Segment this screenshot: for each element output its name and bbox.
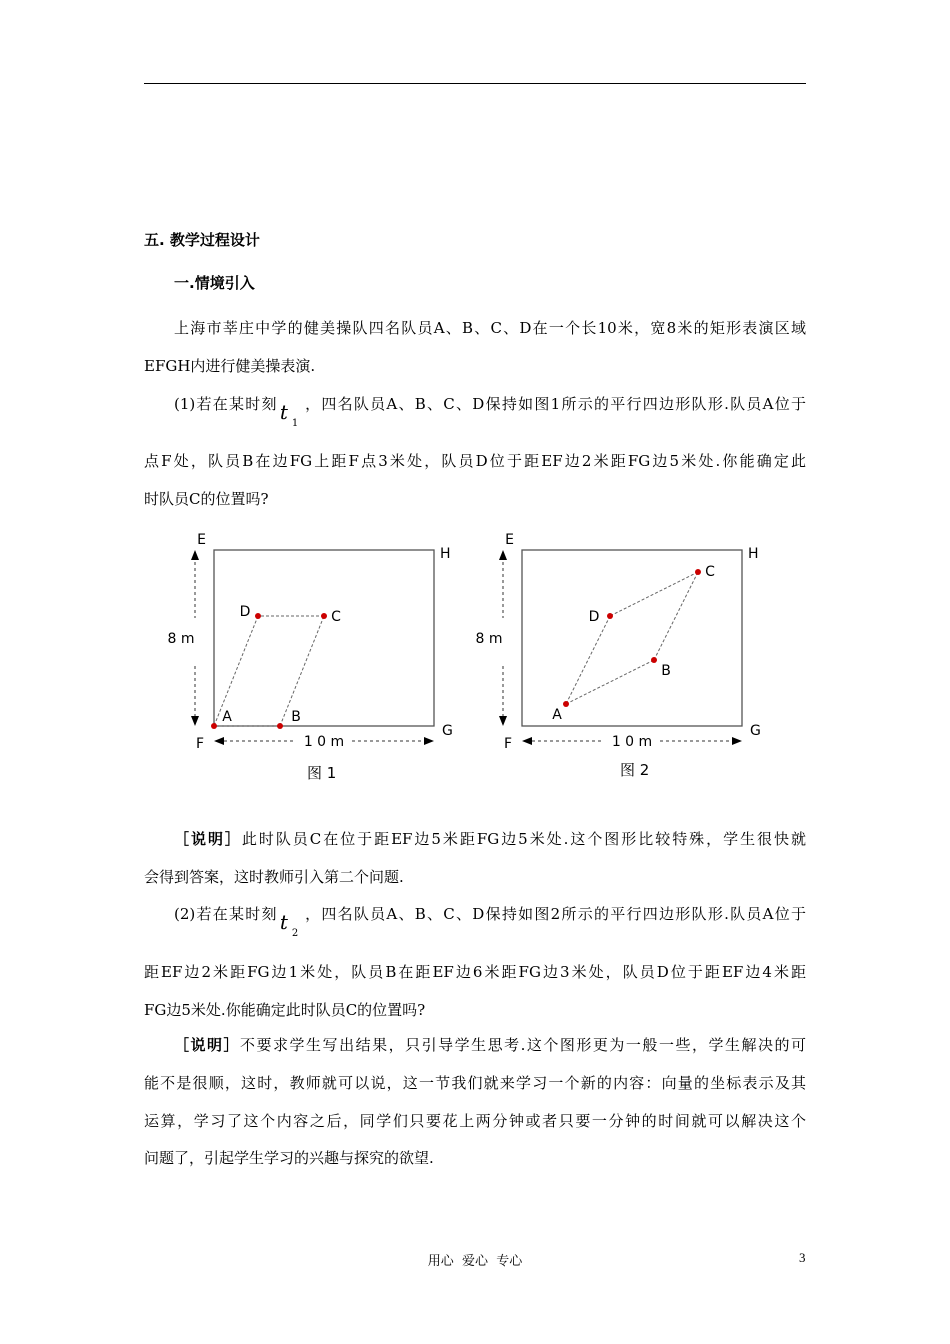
team-member-point-b	[277, 723, 283, 729]
team-member-label-b: B	[661, 663, 671, 679]
corner-label-h: H	[440, 546, 451, 562]
parallelogram-edge-ab	[566, 660, 654, 704]
figure-1	[167, 528, 480, 790]
figure-2	[475, 528, 788, 790]
parallelogram-edge-bc	[654, 572, 698, 660]
team-member-label-c: C	[331, 609, 341, 625]
team-member-label-c: C	[705, 564, 715, 580]
parallelogram-edge-da	[566, 616, 610, 704]
section-heading: 五. 教学过程设计	[144, 231, 260, 249]
corner-label-e: E	[505, 532, 514, 548]
team-member-point-d	[255, 613, 261, 619]
note-2-tag: ［说明］	[174, 1036, 241, 1054]
corner-label-f: F	[503, 736, 512, 752]
note-2-line-1	[174, 1035, 806, 1055]
corner-label-e: E	[197, 532, 206, 548]
time-variable-t1: t 1	[279, 400, 299, 429]
corner-label-g: G	[442, 723, 453, 739]
figure-1-diagram	[167, 528, 480, 790]
question-2-prefix: (2)若在某时刻	[174, 905, 278, 923]
height-arrow-up-icon	[499, 550, 507, 560]
team-member-point-d	[607, 613, 613, 619]
time-variable-t2: t 2	[279, 910, 299, 939]
parallelogram-edge-cd	[610, 572, 698, 616]
team-member-label-d: D	[588, 609, 600, 625]
note-1-tag: ［说明］	[174, 830, 242, 848]
width-arrow-left-icon	[522, 737, 532, 745]
team-member-point-a	[563, 701, 569, 707]
header-rule	[144, 83, 806, 84]
performance-area-rect	[214, 550, 434, 726]
note-2-line-2: 能不是很顺，这时，教师就可以说，这一节我们就来学习一个新的内容：向量的坐标表示及其	[144, 1074, 806, 1092]
footer-text: 用心 爱心 专心	[427, 1254, 523, 1269]
figure-2-caption: 图 2	[620, 761, 650, 779]
height-arrow-down-icon	[499, 716, 507, 726]
question-2-line-3: FG边5米处.你能确定此时队员C的位置吗?	[144, 1001, 426, 1019]
intro-line-1: 上海市莘庄中学的健美操队四名队员A、B、C、D在一个长10米，宽8米的矩形表演区域	[174, 319, 806, 337]
question-2-suffix: ，四名队员A、B、C、D保持如图2所示的平行四边形队形.队员A位于	[303, 905, 806, 923]
team-member-point-a	[211, 723, 217, 729]
height-dimension-label: 8 m	[167, 631, 195, 647]
page-number: 3	[799, 1250, 806, 1265]
question-1-line-1	[174, 394, 806, 429]
team-member-label-b: B	[291, 709, 301, 725]
question-1-prefix: (1)若在某时刻	[174, 395, 278, 413]
height-arrow-down-icon	[191, 716, 199, 726]
width-arrow-right-icon	[732, 737, 742, 745]
intro-line-2: EFGH内进行健美操表演.	[144, 357, 316, 375]
parallelogram-edge-bc	[280, 616, 324, 726]
note-1-line-1	[174, 829, 806, 849]
note-1-line-2: 会得到答案，这时教师引入第二个问题.	[144, 868, 404, 886]
corner-label-f: F	[195, 736, 204, 752]
figure-2-diagram	[475, 528, 788, 790]
question-1-suffix: ，四名队员A、B、C、D保持如图1所示的平行四边形队形.队员A位于	[303, 395, 806, 413]
parallelogram-edge-da	[214, 616, 258, 726]
note-1-text: 此时队员C在位于距EF边5米距FG边5米处.这个图形比较特殊，学生很快就	[241, 830, 806, 848]
team-member-point-b	[651, 657, 657, 663]
note-2-text: 不要求学生写出结果，只引导学生思考.这个图形更为一般一些，学生解决的可	[240, 1036, 806, 1054]
width-dimension-label: 1 0 m	[303, 734, 345, 750]
question-2-line-1	[174, 904, 806, 939]
team-member-point-c	[321, 613, 327, 619]
question-1-line-3: 时队员C的位置吗?	[144, 490, 269, 508]
height-arrow-up-icon	[191, 550, 199, 560]
corner-label-g: G	[750, 723, 761, 739]
sub-heading: 一.情境引入	[174, 274, 255, 292]
team-member-label-a: A	[552, 707, 562, 723]
note-2-line-4: 问题了，引起学生学习的兴趣与探究的欲望.	[144, 1149, 434, 1167]
question-2-line-2: 距EF边2米距FG边1米处，队员B在距EF边6米距FG边3米处，队员D位于距EF边4米距	[144, 963, 806, 981]
height-dimension-label: 8 m	[475, 631, 503, 647]
team-member-label-d: D	[239, 604, 251, 620]
corner-label-h: H	[748, 546, 759, 562]
question-1-line-2: 点F处，队员B在边FG上距F点3米处，队员D位于距EF边2米距FG边5米处.你能确定此	[144, 452, 806, 470]
figure-1-caption: 图 1	[307, 764, 337, 782]
team-member-point-c	[695, 569, 701, 575]
width-dimension-label: 1 0 m	[611, 734, 653, 750]
width-arrow-right-icon	[424, 737, 434, 745]
note-2-line-3: 运算，学习了这个内容之后，同学们只要花上两分钟或者只要一分钟的时间就可以解决这个	[144, 1112, 806, 1130]
team-member-label-a: A	[222, 709, 232, 725]
width-arrow-left-icon	[214, 737, 224, 745]
